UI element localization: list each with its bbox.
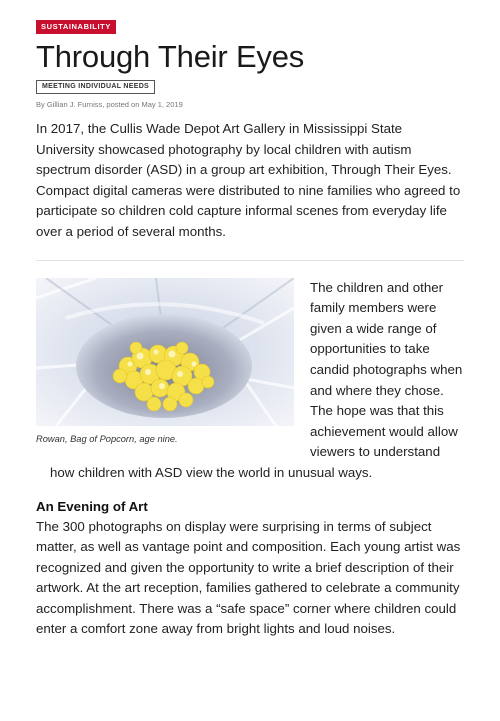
page-title: Through Their Eyes [36,39,305,74]
paragraph-two: The children and other family members were given a wide range of opportunities to take candid photographs when and where they chose. The hope was that this achievement would allow viewers to understand how children with ASD view the world in unusual ways. [50,279,463,480]
figure-caption: Rowan, Bag of Popcorn, age nine. [36,433,178,444]
figure-section [36,278,464,484]
figure [36,278,296,445]
section-heading: An Evening of Art [36,498,148,514]
popcorn-photo[interactable] [36,278,294,426]
category-badge[interactable]: SUSTAINABILITY [36,20,116,34]
intro-paragraph: In 2017, the Cullis Wade Depot Art Gallery in Mississippi State University showcased photography by local children with autism spectrum disorder (ASD) in a group art exhibition, Through Their Eyes. Compact digital cameras were distributed to nine families who agreed to participate so children cold capture informal scenes from everyday life over a period of several months. [36,121,461,239]
byline: By Gillian J. Furniss, posted on May 1, 2019 [36,100,183,109]
section-paragraph: The 300 photographs on display were surprising in terms of subject matter, as well as vantage point and composition. Each young artist was recognized and given the opportunity to write a brief description of their artwork. At the art reception, families gathered to celebrate a community accomplishment. There was a “safe space” corner where children could enter a comfort zone away from bright lights and loud noises. [36,518,461,637]
divider [36,260,464,261]
article [36,16,464,640]
topic-tag[interactable]: MEETING INDIVIDUAL NEEDS [36,80,155,94]
